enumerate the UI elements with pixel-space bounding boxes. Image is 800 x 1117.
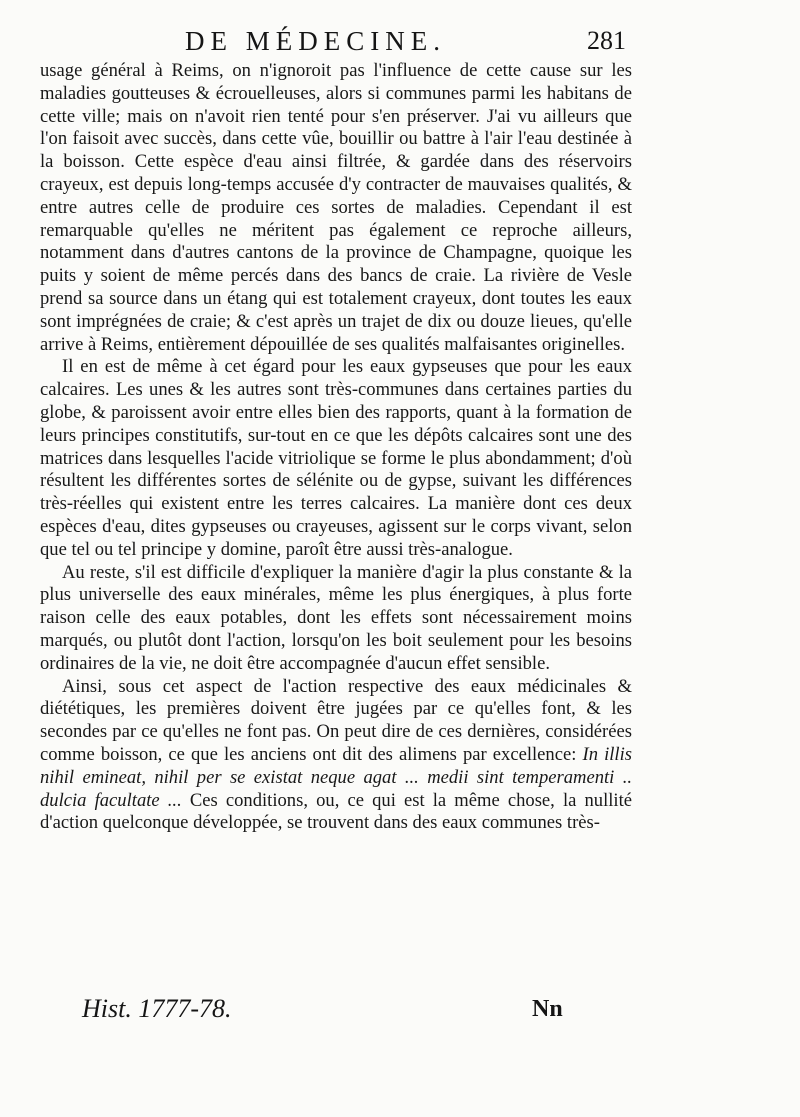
gathering-mark: Nn (532, 996, 563, 1022)
paragraph-4-continuation: Ces conditions, ou, ce qui est la même chose, la nullité d'action quelconque développée, se trouvent dans des eaux communes très- (40, 789, 632, 834)
page-number: 281 (587, 26, 626, 55)
body-text (40, 60, 632, 835)
paragraph-3: Au reste, s'il est difficile d'expliquer la manière d'agir la plus constante & la plus universelle des eaux minérales, même les plus énergiques, à plus forte raison celle des eaux potables, dont les effets sont nécessairement moins marqués, ou plutôt dont l'action, lorsqu'on les boit seulement pour les besoins ordinaires de la vie, ne doit être accompagnée d'aucun effet sensible. (40, 561, 632, 674)
paragraph-1: usage général à Reims, on n'ignoroit pas l'influence de cette cause sur les maladies goutteuses & écrouelleuses, alors si communes parmi les habitans de cette ville; mais on n'avoit rien tenté pour s'en préserver. J'ai vu ailleurs que l'on faisoit avec succès, dans cette vûe, bouillir ou battre à l'air l'eau destinée à la boisson. Cette espèce d'eau ainsi filtrée, & gardée dans des réservoirs crayeux, est depuis long-temps accusée d'y contracter de mauvaises qualités, & entre autres celle de produire ces sortes de maladies. Cependant il est remarquable qu'elles ne méritent pas également ce reproche ailleurs, notamment dans d'autres cantons de la province de Champagne, quoique les puits y soient de même percés dans des bancs de craie. La rivière de Vesle prend sa source dans un étang qui est totalement crayeux, dont toutes les eaux sont imprégnées de craie; & c'est après un trajet de dix ou douze lieues, qu'elle arrive à Reims, entièrement dépouillée de ses qualités malfaisantes originelles. (40, 60, 632, 355)
latin-quotation: In illis nihil emineat, nihil per se existat neque agat ... medii sint temperamenti .. dulcia facultate ... (40, 743, 632, 811)
running-title: DE MÉDECINE. (185, 26, 446, 56)
signature-mark: Hist. 1777-78. (82, 994, 232, 1023)
paragraph-2: Il en est de même à cet égard pour les eaux gypseuses que pour les eaux calcaires. Les unes & les autres sont très-communes dans certaines parties du globe, & paroissent avoir entre elles bien des rapports, quant à la formation de leurs principes constitutifs, sur-tout en ce que les dépôts calcaires sont une des matrices dans lesquelles l'acide vitriolique se forme le plus abondamment; d'où résultent les différentes sortes de sélénite ou de gypse, suivant les différences très-réelles qui existent entre les terres calcaires. La manière dont ces deux espèces d'eau, dites gypseuses ou crayeuses, agissent sur le corps vivant, selon que tel ou tel principe y domine, paroît être aussi très-analogue. (40, 356, 632, 560)
paragraph-4 (40, 676, 632, 836)
running-head (0, 22, 800, 62)
paragraph-4-text: Ainsi, sous cet aspect de l'action respective des eaux médicinales & diététiques, les premières doivent être jugées par ce qu'elles font, & les secondes par ce qu'elles ne font pas. On peut dire de ces dernières, considérées comme boisson, ce que les anciens ont dit des alimens par excellence: (40, 675, 632, 765)
page-footer (0, 994, 800, 1034)
